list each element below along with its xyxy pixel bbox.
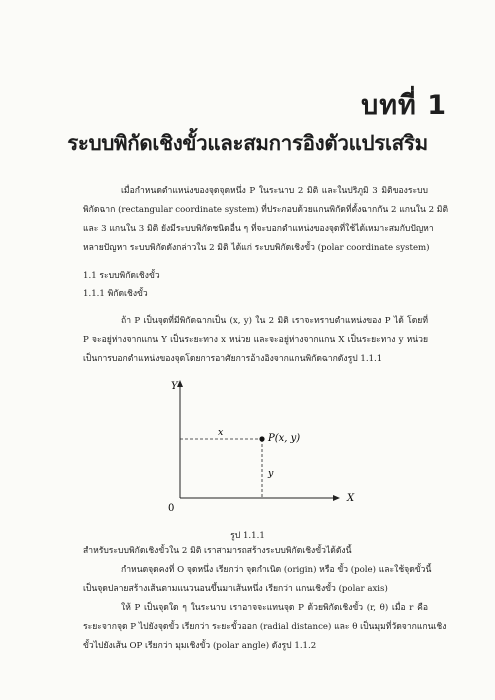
intro-paragraph (83, 182, 449, 258)
x-axis-label: X (347, 493, 355, 504)
polar-paragraph (83, 542, 447, 656)
origin-label: 0 (168, 503, 175, 514)
para2-line-2: P จะอยู่ห่างจากแกน Y เป็นระยะทาง x หน่วย และจะอยู่ห่างจากแกน X เป็นระยะทาง y หน่วย (83, 335, 428, 345)
point-p (259, 436, 264, 441)
para2-line-1: ถ้า P เป็นจุดที่มีพิกัดฉากเป็น (x, y) ใน 2 มิติ เราจะทราบตำแหน่งของ P ได้ โดยที่ (121, 316, 428, 326)
section-heading: 1.1 ระบบพิกัดเชิงขั้ว (83, 271, 160, 281)
intro-line-3: และ 3 แกนใน 3 มิติ ยังมีระบบพิกัดชนิดอื่น ๆ ที่จะบอกตำแหน่งของจุดที่ใช้ได้เหมาะสมกับปัญหา (83, 224, 434, 234)
para3-line-2: กำหนดจุดคงที่ O จุดหนึ่ง เรียกว่า จุดกำเนิด (origin) หรือ ขั้ว (pole) และใช้จุดขั้วนี้ (121, 565, 432, 575)
y-distance-label: y (268, 468, 274, 479)
para2-line-3: เป็นการบอกตำแหน่งของจุดโดยการอาศัยการอ้างอิงจากแกนพิกัดฉากดังรูป 1.1.1 (83, 354, 383, 364)
x-distance-label: x (218, 427, 224, 438)
intro-line-1: เมื่อกำหนดตำแหน่งของจุดจุดหนึ่ง P ในระนาบ 2 มิติ และในปริภูมิ 3 มิติของระบบ (121, 186, 428, 196)
subsection-heading: 1.1.1 พิกัดเชิงขั้ว (83, 289, 148, 299)
para3-line-6: ขั้วไปยังเส้น OP เรียกว่า มุมเชิงขั้ว (polar angle) ดังรูป 1.1.2 (83, 641, 317, 651)
y-axis-label: Y (171, 381, 178, 392)
para3-line-1: สำหรับระบบพิกัดเชิงขั้วใน 2 มิติ เราสามารถสร้างระบบพิกัดเชิงขั้วได้ดังนี้ (83, 546, 352, 556)
chapter-title: ระบบพิกัดเชิงขั้วและสมการอิงตัวแปรเสริม (67, 131, 428, 155)
para3-line-5: ระยะจากจุด P ไปยังจุดขั้ว เรียกว่า ระยะขั้วออก (radial distance) และ θ เป็นมุมที่วัดจากแกนเชิง (83, 622, 447, 632)
intro-line-2: พิกัดฉาก (rectangular coordinate system) ที่ประกอบด้วยแกนพิกัดที่ตั้งฉากกัน 2 แกนใน 2 มิติ (83, 205, 449, 215)
x-axis-arrow (333, 495, 340, 501)
para3-line-4: ให้ P เป็นจุดใด ๆ ในระนาบ เราอาจจะแทนจุด P ด้วยพิกัดเชิงขั้ว (r, θ) เมื่อ r คือ (121, 603, 428, 613)
figure-caption: รูป 1.1.1 (230, 531, 265, 541)
y-axis-arrow (177, 380, 183, 387)
chapter-heading: บทที่ 1 (361, 90, 447, 121)
intro-line-4: หลายปัญหา ระบบพิกัดดังกล่าวใน 2 มิติ ได้แก่ ระบบพิกัดเชิงขั้ว (polar coordinate system) (83, 243, 430, 253)
point-label: P(x, y) (268, 433, 301, 444)
para3-line-3: เป็นจุดปลายสร้างเส้นตามแนวนอนขึ้นมาเส้นหนึ่ง เรียกว่า แกนเชิงขั้ว (polar axis) (83, 584, 388, 594)
figure-1-1-1 (160, 375, 370, 520)
coordinate-paragraph (83, 312, 428, 369)
